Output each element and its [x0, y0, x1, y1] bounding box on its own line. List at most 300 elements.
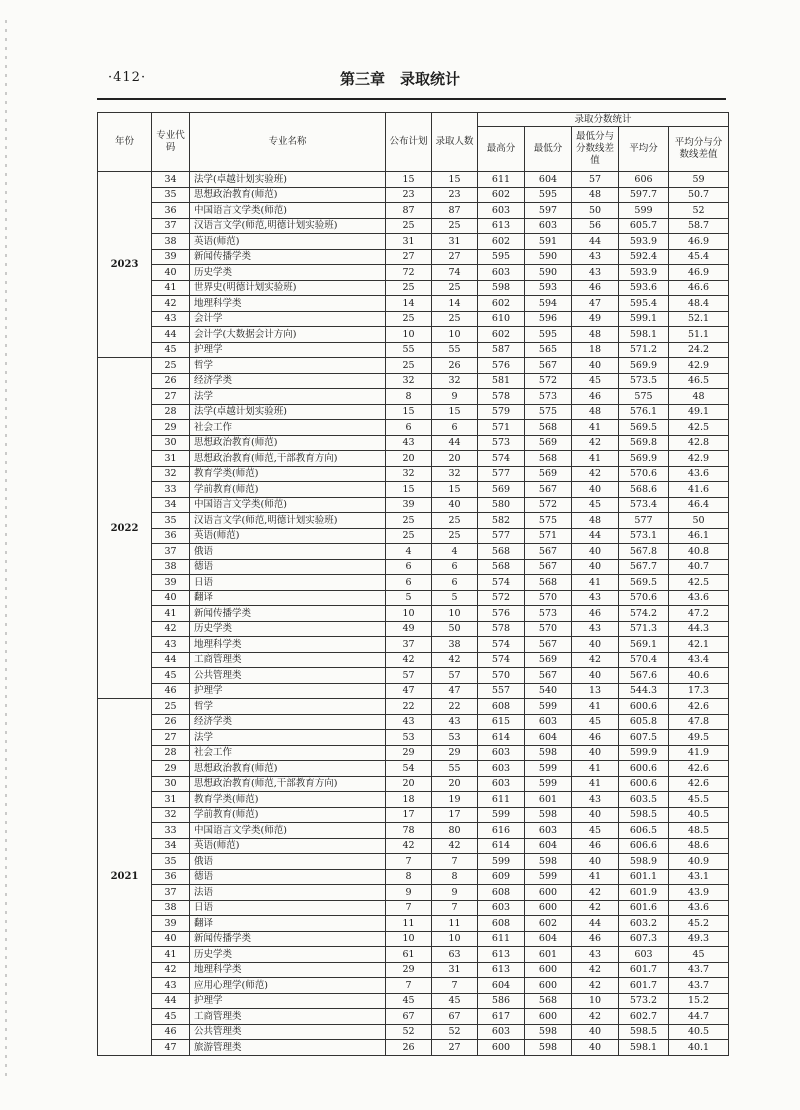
table-row	[98, 342, 729, 358]
admit-cell: 55	[432, 342, 478, 358]
avg-cell: 571.3	[619, 621, 669, 637]
admit-cell: 19	[432, 792, 478, 808]
code-cell: 38	[152, 234, 190, 250]
table-row	[98, 280, 729, 296]
admit-cell: 63	[432, 947, 478, 963]
avg-cell: 598.5	[619, 807, 669, 823]
plan-cell: 43	[386, 435, 432, 451]
admit-cell: 42	[432, 838, 478, 854]
avg-diff-cell: 45.2	[669, 916, 729, 932]
header-code: 专业代码	[152, 113, 190, 172]
name-cell: 英语(师范)	[190, 234, 386, 250]
low-diff-cell: 42	[572, 900, 619, 916]
table-row	[98, 714, 729, 730]
low-cell: 567	[525, 637, 572, 653]
code-cell: 35	[152, 854, 190, 870]
avg-cell: 606.5	[619, 823, 669, 839]
code-cell: 43	[152, 311, 190, 327]
plan-cell: 29	[386, 745, 432, 761]
low-diff-cell: 48	[572, 513, 619, 529]
name-cell: 护理学	[190, 342, 386, 358]
avg-diff-cell: 42.6	[669, 761, 729, 777]
code-cell: 36	[152, 528, 190, 544]
code-cell: 28	[152, 404, 190, 420]
high-cell: 568	[478, 544, 525, 560]
low-diff-cell: 41	[572, 420, 619, 436]
admit-cell: 10	[432, 931, 478, 947]
low-cell: 575	[525, 404, 572, 420]
low-diff-cell: 40	[572, 807, 619, 823]
header-rule	[97, 98, 726, 100]
high-cell: 599	[478, 854, 525, 870]
low-diff-cell: 45	[572, 714, 619, 730]
table-row	[98, 265, 729, 281]
low-diff-cell: 40	[572, 358, 619, 374]
plan-cell: 15	[386, 172, 432, 188]
high-cell: 576	[478, 606, 525, 622]
low-cell: 595	[525, 327, 572, 343]
code-cell: 44	[152, 327, 190, 343]
plan-cell: 14	[386, 296, 432, 312]
plan-cell: 27	[386, 249, 432, 265]
low-cell: 598	[525, 745, 572, 761]
code-cell: 29	[152, 420, 190, 436]
low-cell: 602	[525, 916, 572, 932]
avg-cell: 598.5	[619, 1024, 669, 1040]
header-year: 年份	[98, 113, 152, 172]
table-row	[98, 358, 729, 374]
high-cell: 609	[478, 869, 525, 885]
low-diff-cell: 57	[572, 172, 619, 188]
header-avg-diff: 平均分与分数线差值	[669, 127, 729, 172]
avg-diff-cell: 50.7	[669, 187, 729, 203]
avg-cell: 603.2	[619, 916, 669, 932]
table-row	[98, 1009, 729, 1025]
high-cell: 574	[478, 451, 525, 467]
table-row	[98, 249, 729, 265]
table-row	[98, 389, 729, 405]
high-cell: 578	[478, 389, 525, 405]
admit-cell: 44	[432, 435, 478, 451]
low-diff-cell: 48	[572, 187, 619, 203]
low-cell: 597	[525, 203, 572, 219]
code-cell: 31	[152, 792, 190, 808]
low-cell: 573	[525, 389, 572, 405]
table-row	[98, 435, 729, 451]
name-cell: 思想政治教育(师范,干部教育方向)	[190, 776, 386, 792]
avg-cell: 600.6	[619, 699, 669, 715]
name-cell: 法学	[190, 730, 386, 746]
high-cell: 580	[478, 497, 525, 513]
header-score-group: 录取分数统计	[478, 113, 729, 127]
high-cell: 581	[478, 373, 525, 389]
plan-cell: 11	[386, 916, 432, 932]
low-diff-cell: 42	[572, 435, 619, 451]
admit-cell: 47	[432, 683, 478, 699]
admit-cell: 15	[432, 172, 478, 188]
code-cell: 42	[152, 621, 190, 637]
year-group	[98, 699, 729, 1056]
low-cell: 600	[525, 962, 572, 978]
table-row	[98, 311, 729, 327]
avg-cell: 598.9	[619, 854, 669, 870]
high-cell: 586	[478, 993, 525, 1009]
table-row	[98, 559, 729, 575]
high-cell: 604	[478, 978, 525, 994]
avg-cell: 603	[619, 947, 669, 963]
high-cell: 608	[478, 699, 525, 715]
code-cell: 38	[152, 559, 190, 575]
name-cell: 护理学	[190, 683, 386, 699]
high-cell: 595	[478, 249, 525, 265]
table-row	[98, 962, 729, 978]
high-cell: 613	[478, 947, 525, 963]
admit-cell: 31	[432, 962, 478, 978]
low-diff-cell: 41	[572, 761, 619, 777]
name-cell: 教育学类(师范)	[190, 466, 386, 482]
low-cell: 604	[525, 172, 572, 188]
table-row	[98, 730, 729, 746]
low-cell: 599	[525, 761, 572, 777]
low-diff-cell: 46	[572, 838, 619, 854]
code-cell: 43	[152, 637, 190, 653]
admission-table	[97, 112, 729, 1056]
avg-diff-cell: 42.9	[669, 451, 729, 467]
low-diff-cell: 42	[572, 1009, 619, 1025]
avg-cell: 569.8	[619, 435, 669, 451]
high-cell: 571	[478, 420, 525, 436]
avg-cell: 601.6	[619, 900, 669, 916]
table-row	[98, 823, 729, 839]
high-cell: 603	[478, 265, 525, 281]
year-group	[98, 172, 729, 358]
avg-diff-cell: 46.4	[669, 497, 729, 513]
header-plan: 公布计划	[386, 113, 432, 172]
avg-cell: 607.5	[619, 730, 669, 746]
low-cell: 601	[525, 947, 572, 963]
low-cell: 570	[525, 590, 572, 606]
admit-cell: 7	[432, 900, 478, 916]
table-row	[98, 1040, 729, 1056]
low-diff-cell: 48	[572, 404, 619, 420]
admit-cell: 67	[432, 1009, 478, 1025]
high-cell: 577	[478, 466, 525, 482]
plan-cell: 37	[386, 637, 432, 653]
code-cell: 45	[152, 1009, 190, 1025]
avg-diff-cell: 45.5	[669, 792, 729, 808]
avg-diff-cell: 46.5	[669, 373, 729, 389]
plan-cell: 15	[386, 404, 432, 420]
low-diff-cell: 40	[572, 544, 619, 560]
admit-cell: 17	[432, 807, 478, 823]
code-cell: 39	[152, 916, 190, 932]
low-diff-cell: 10	[572, 993, 619, 1009]
avg-diff-cell: 42.5	[669, 575, 729, 591]
table-row	[98, 699, 729, 715]
high-cell: 572	[478, 590, 525, 606]
code-cell: 34	[152, 497, 190, 513]
code-cell: 26	[152, 373, 190, 389]
plan-cell: 20	[386, 451, 432, 467]
high-cell: 574	[478, 575, 525, 591]
table-row	[98, 621, 729, 637]
low-cell: 573	[525, 606, 572, 622]
avg-diff-cell: 40.5	[669, 1024, 729, 1040]
low-diff-cell: 41	[572, 776, 619, 792]
code-cell: 41	[152, 280, 190, 296]
name-cell: 地理科学类	[190, 296, 386, 312]
name-cell: 学前教育(师范)	[190, 807, 386, 823]
admit-cell: 8	[432, 869, 478, 885]
table-row	[98, 296, 729, 312]
admit-cell: 31	[432, 234, 478, 250]
admit-cell: 43	[432, 714, 478, 730]
plan-cell: 39	[386, 497, 432, 513]
name-cell: 工商管理类	[190, 1009, 386, 1025]
avg-cell: 569.1	[619, 637, 669, 653]
name-cell: 英语(师范)	[190, 528, 386, 544]
low-diff-cell: 43	[572, 265, 619, 281]
low-cell: 603	[525, 218, 572, 234]
name-cell: 汉语言文学(师范,明德计划实验班)	[190, 513, 386, 529]
low-cell: 567	[525, 482, 572, 498]
admit-cell: 7	[432, 854, 478, 870]
code-cell: 41	[152, 947, 190, 963]
avg-cell: 569.9	[619, 451, 669, 467]
high-cell: 603	[478, 1024, 525, 1040]
name-cell: 应用心理学(师范)	[190, 978, 386, 994]
code-cell: 39	[152, 575, 190, 591]
name-cell: 法学(卓越计划实验班)	[190, 172, 386, 188]
table-row	[98, 466, 729, 482]
avg-diff-cell: 43.7	[669, 962, 729, 978]
high-cell: 582	[478, 513, 525, 529]
low-diff-cell: 56	[572, 218, 619, 234]
plan-cell: 8	[386, 389, 432, 405]
table-row	[98, 745, 729, 761]
avg-cell: 606.6	[619, 838, 669, 854]
table-row	[98, 234, 729, 250]
table-row	[98, 993, 729, 1009]
low-diff-cell: 48	[572, 327, 619, 343]
high-cell: 568	[478, 559, 525, 575]
avg-cell: 598.1	[619, 327, 669, 343]
avg-cell: 568.6	[619, 482, 669, 498]
plan-cell: 25	[386, 528, 432, 544]
avg-diff-cell: 48.4	[669, 296, 729, 312]
name-cell: 工商管理类	[190, 652, 386, 668]
plan-cell: 25	[386, 311, 432, 327]
plan-cell: 5	[386, 590, 432, 606]
admit-cell: 20	[432, 776, 478, 792]
low-diff-cell: 40	[572, 482, 619, 498]
plan-cell: 43	[386, 714, 432, 730]
name-cell: 汉语言文学(师范,明德计划实验班)	[190, 218, 386, 234]
plan-cell: 87	[386, 203, 432, 219]
table-row	[98, 916, 729, 932]
low-cell: 600	[525, 900, 572, 916]
admit-cell: 42	[432, 652, 478, 668]
name-cell: 日语	[190, 575, 386, 591]
name-cell: 新闻传播学类	[190, 606, 386, 622]
table-row	[98, 978, 729, 994]
low-diff-cell: 45	[572, 497, 619, 513]
table-row	[98, 575, 729, 591]
high-cell: 573	[478, 435, 525, 451]
low-diff-cell: 41	[572, 575, 619, 591]
year-cell: 2021	[98, 699, 152, 1056]
admit-cell: 22	[432, 699, 478, 715]
avg-diff-cell: 49.1	[669, 404, 729, 420]
name-cell: 德语	[190, 869, 386, 885]
admit-cell: 55	[432, 761, 478, 777]
low-diff-cell: 43	[572, 947, 619, 963]
plan-cell: 26	[386, 1040, 432, 1056]
avg-cell: 605.7	[619, 218, 669, 234]
avg-cell: 599.1	[619, 311, 669, 327]
avg-diff-cell: 17.3	[669, 683, 729, 699]
table-row	[98, 869, 729, 885]
high-cell: 611	[478, 931, 525, 947]
avg-diff-cell: 58.7	[669, 218, 729, 234]
table-row	[98, 451, 729, 467]
avg-diff-cell: 40.6	[669, 668, 729, 684]
admit-cell: 26	[432, 358, 478, 374]
avg-cell: 544.3	[619, 683, 669, 699]
high-cell: 602	[478, 296, 525, 312]
avg-diff-cell: 44.7	[669, 1009, 729, 1025]
code-cell: 45	[152, 342, 190, 358]
plan-cell: 6	[386, 420, 432, 436]
avg-cell: 592.4	[619, 249, 669, 265]
high-cell: 602	[478, 327, 525, 343]
name-cell: 思想政治教育(师范)	[190, 435, 386, 451]
code-cell: 30	[152, 776, 190, 792]
name-cell: 俄语	[190, 544, 386, 560]
plan-cell: 49	[386, 621, 432, 637]
plan-cell: 29	[386, 962, 432, 978]
avg-cell: 576.1	[619, 404, 669, 420]
avg-cell: 567.7	[619, 559, 669, 575]
code-cell: 33	[152, 482, 190, 498]
avg-diff-cell: 43.6	[669, 900, 729, 916]
admit-cell: 87	[432, 203, 478, 219]
high-cell: 611	[478, 172, 525, 188]
avg-cell: 600.6	[619, 761, 669, 777]
avg-diff-cell: 40.7	[669, 559, 729, 575]
name-cell: 德语	[190, 559, 386, 575]
low-diff-cell: 41	[572, 451, 619, 467]
name-cell: 历史学类	[190, 621, 386, 637]
high-cell: 615	[478, 714, 525, 730]
name-cell: 英语(师范)	[190, 838, 386, 854]
name-cell: 经济学类	[190, 373, 386, 389]
avg-diff-cell: 24.2	[669, 342, 729, 358]
plan-cell: 22	[386, 699, 432, 715]
plan-cell: 4	[386, 544, 432, 560]
avg-cell: 575	[619, 389, 669, 405]
name-cell: 俄语	[190, 854, 386, 870]
low-cell: 603	[525, 714, 572, 730]
code-cell: 47	[152, 1040, 190, 1056]
code-cell: 27	[152, 730, 190, 746]
plan-cell: 32	[386, 373, 432, 389]
plan-cell: 25	[386, 218, 432, 234]
avg-diff-cell: 46.9	[669, 234, 729, 250]
table-row	[98, 885, 729, 901]
avg-cell: 593.6	[619, 280, 669, 296]
high-cell: 587	[478, 342, 525, 358]
name-cell: 翻译	[190, 916, 386, 932]
low-diff-cell: 42	[572, 978, 619, 994]
code-cell: 31	[152, 451, 190, 467]
low-cell: 569	[525, 466, 572, 482]
admit-cell: 27	[432, 249, 478, 265]
avg-diff-cell: 46.9	[669, 265, 729, 281]
low-cell: 604	[525, 730, 572, 746]
low-cell: 604	[525, 931, 572, 947]
high-cell: 579	[478, 404, 525, 420]
low-cell: 600	[525, 978, 572, 994]
name-cell: 中国语言文学类(师范)	[190, 497, 386, 513]
admit-cell: 80	[432, 823, 478, 839]
code-cell: 35	[152, 513, 190, 529]
admit-cell: 6	[432, 420, 478, 436]
plan-cell: 8	[386, 869, 432, 885]
admit-cell: 25	[432, 513, 478, 529]
avg-diff-cell: 45.4	[669, 249, 729, 265]
low-diff-cell: 40	[572, 668, 619, 684]
table-row	[98, 776, 729, 792]
avg-diff-cell: 49.3	[669, 931, 729, 947]
plan-cell: 25	[386, 513, 432, 529]
code-cell: 36	[152, 203, 190, 219]
low-diff-cell: 44	[572, 528, 619, 544]
avg-cell: 577	[619, 513, 669, 529]
year-cell: 2023	[98, 172, 152, 358]
plan-cell: 67	[386, 1009, 432, 1025]
code-cell: 28	[152, 745, 190, 761]
low-cell: 603	[525, 823, 572, 839]
avg-diff-cell: 48.5	[669, 823, 729, 839]
high-cell: 569	[478, 482, 525, 498]
low-cell: 598	[525, 1024, 572, 1040]
name-cell: 法学	[190, 389, 386, 405]
avg-diff-cell: 41.9	[669, 745, 729, 761]
admit-cell: 15	[432, 482, 478, 498]
high-cell: 576	[478, 358, 525, 374]
high-cell: 603	[478, 761, 525, 777]
avg-cell: 570.4	[619, 652, 669, 668]
low-diff-cell: 18	[572, 342, 619, 358]
low-diff-cell: 40	[572, 745, 619, 761]
avg-cell: 601.1	[619, 869, 669, 885]
high-cell: 617	[478, 1009, 525, 1025]
code-cell: 44	[152, 652, 190, 668]
code-cell: 40	[152, 590, 190, 606]
admit-cell: 27	[432, 1040, 478, 1056]
name-cell: 经济学类	[190, 714, 386, 730]
code-cell: 34	[152, 838, 190, 854]
table-row	[98, 668, 729, 684]
high-cell: 614	[478, 838, 525, 854]
high-cell: 613	[478, 218, 525, 234]
admit-cell: 7	[432, 978, 478, 994]
admit-cell: 6	[432, 559, 478, 575]
high-cell: 616	[478, 823, 525, 839]
code-cell: 37	[152, 544, 190, 560]
plan-cell: 42	[386, 838, 432, 854]
